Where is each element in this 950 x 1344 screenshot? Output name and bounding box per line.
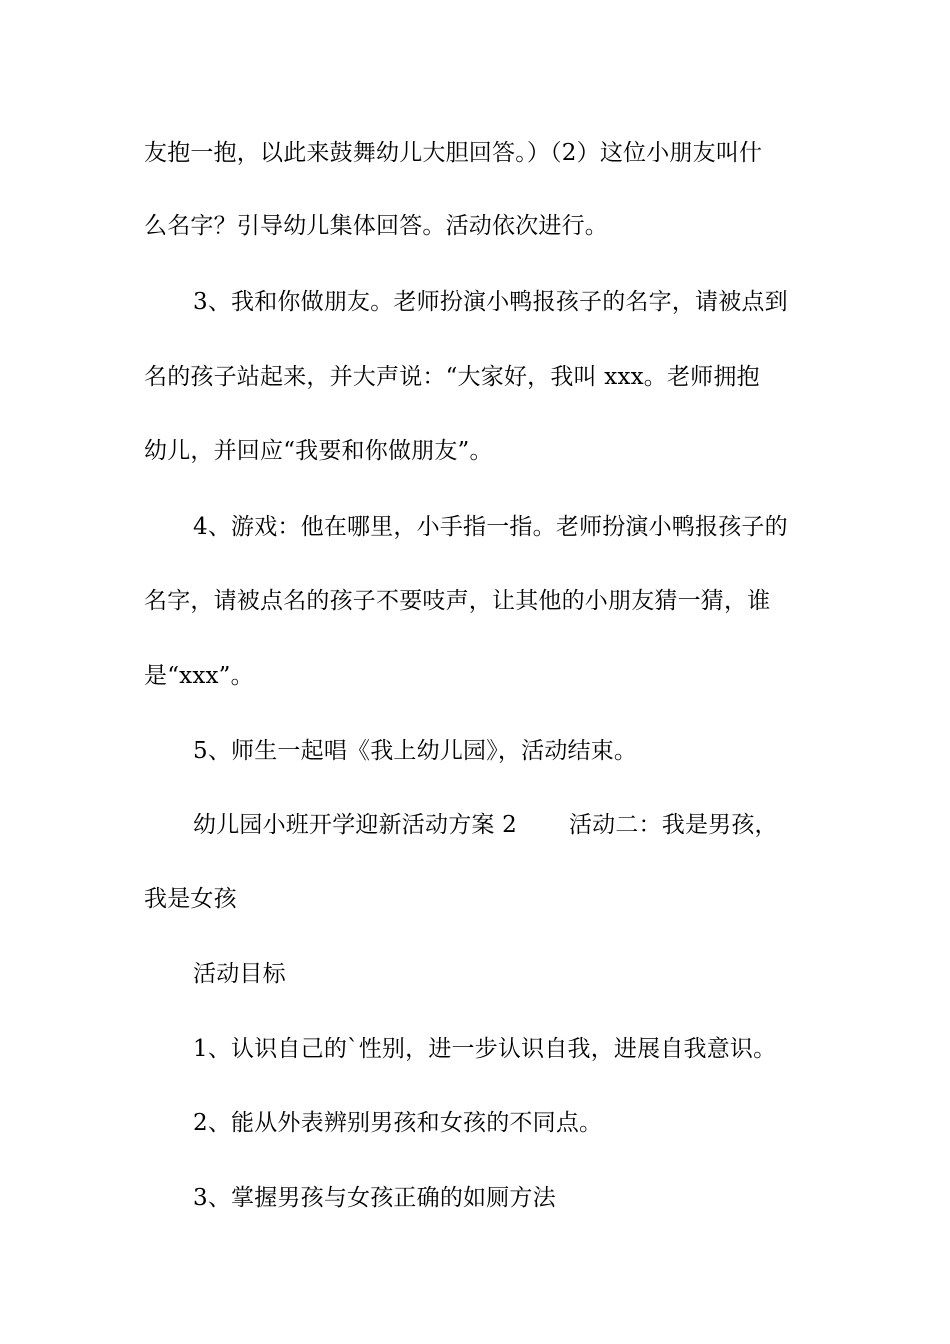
step-3-line-3: 幼儿，并回应“我要和你做朋友”。 — [144, 438, 493, 464]
step-5-line: 5、师生一起唱《我上幼儿园》，活动结束。 — [193, 738, 638, 764]
objective-1: 1、认识自己的`性别，进一步认识自我，进展自我意识。 — [193, 1036, 777, 1062]
paragraph-line-2: 么名字？引导幼儿集体回答。活动依次进行。 — [144, 213, 608, 239]
plan-title: 幼儿园小班开学迎新活动方案 2 — [193, 812, 517, 838]
plan-heading-line — [193, 810, 863, 840]
paragraph-line-1: 友抱一抱，以此来鼓舞幼儿大胆回答。）（2）这位小朋友叫什 — [144, 140, 763, 166]
activity-heading: 活动二：我是男孩， — [568, 812, 778, 838]
objectives-heading: 活动目标 — [193, 961, 286, 987]
step-4-line-3: 是“xxx”。 — [144, 663, 254, 689]
activity-heading-continued: 我是女孩 — [144, 886, 237, 912]
objective-3: 3、掌握男孩与女孩正确的如厕方法 — [193, 1185, 556, 1211]
step-4-line-2: 名字，请被点名的孩子不要吱声，让其他的小朋友猜一猜，谁 — [144, 588, 771, 614]
objective-2: 2、能从外表辨别男孩和女孩的不同点。 — [193, 1110, 603, 1136]
step-3-line-1: 3、我和你做朋友。老师扮演小鸭报孩子的名字，请被点到 — [193, 289, 788, 315]
step-4-line-1: 4、游戏：他在哪里，小手指一指。老师扮演小鸭报孩子的 — [193, 514, 788, 540]
step-3-line-2: 名的孩子站起来，并大声说：“大家好，我叫 xxx。老师拥抱 — [144, 364, 760, 390]
